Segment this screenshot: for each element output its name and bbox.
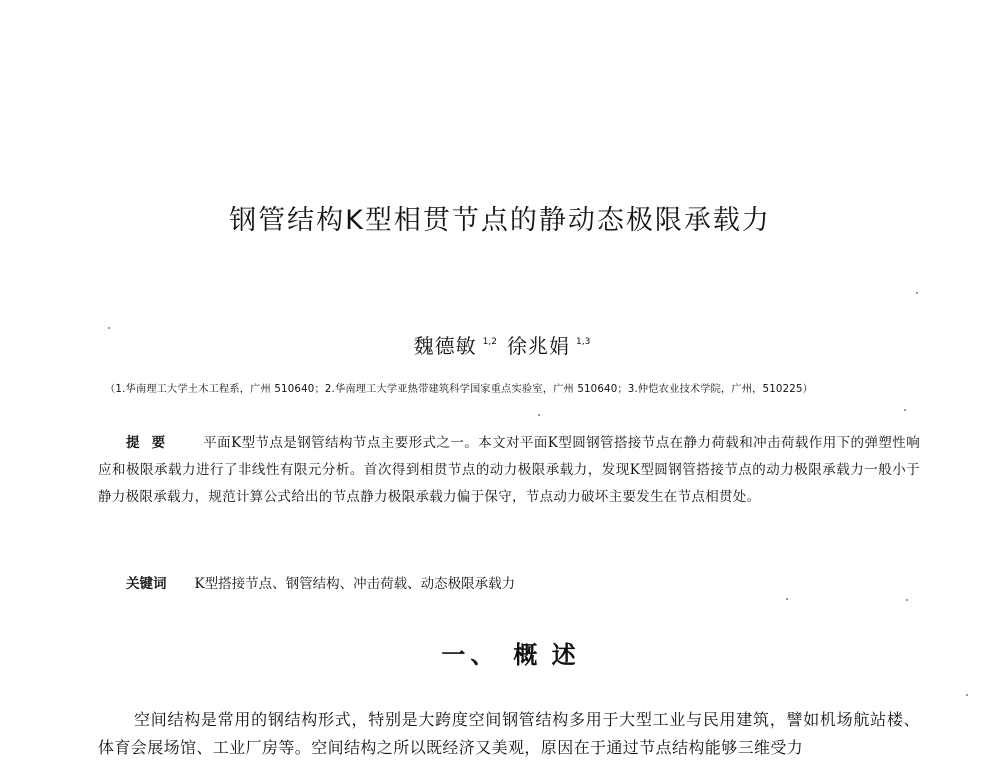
section-separator: 、: [470, 641, 498, 669]
keywords-label: 关键词: [126, 576, 167, 592]
keywords-text: K型搭接节点、钢管结构、冲击荷载、动态极限承载力: [194, 576, 516, 592]
abstract-text: 平面K型节点是钢管结构节点主要形式之一。本文对平面K型圆钢管搭接节点在静力荷载和冲击荷载作用下的弹塑性响应和极限承载力进行了非线性有限元分析。首次得到相贯节点的动力极限承载力，发现K型圆钢管搭接节点的动力极限承载力一般小于静力极限承载力，规范计算公式给出的节点静力极限承载力偏于保守，节点动力破坏主要发生在节点相贯处。: [98, 435, 921, 505]
scan-speck: [904, 409, 906, 411]
paper-title: 钢管结构K型相贯节点的静动态极限承载力: [229, 205, 771, 236]
section-title: 概 述: [513, 641, 579, 669]
keywords: [126, 572, 515, 592]
affiliations: （1.华南理工大学土木工程系，广州 510640；2.华南理工大学亚热带建筑科学国家重点实验室，广州 510640；3.仲恺农业技术学院，广州，510225）: [105, 384, 814, 395]
author-name: 徐兆娟: [507, 334, 570, 358]
scan-speck: [538, 414, 540, 416]
scan-speck: [786, 598, 788, 600]
author-affiliation-marks: 1,3: [576, 337, 591, 347]
body-paragraph: 空间结构是常用的钢结构形式，特别是大跨度空间钢管结构多用于大型工业与民用建筑，譬如机场航站楼、体育会展场馆、工业厂房等。空间结构之所以既经济又美观，原因在于通过节点结构能够三维受力: [98, 710, 920, 757]
abstract-label: 提要: [126, 435, 178, 451]
scan-speck: [108, 327, 110, 329]
scan-speck: [916, 292, 918, 294]
author-list: [0, 330, 1000, 359]
abstract: [98, 430, 920, 511]
section-heading: [0, 635, 1000, 670]
author-name: 魏德敏: [413, 334, 477, 358]
scan-speck: [906, 599, 908, 601]
author-affiliation-marks: 1,2: [482, 337, 497, 347]
section-number: 一: [441, 641, 469, 669]
scan-speck: [966, 694, 968, 696]
